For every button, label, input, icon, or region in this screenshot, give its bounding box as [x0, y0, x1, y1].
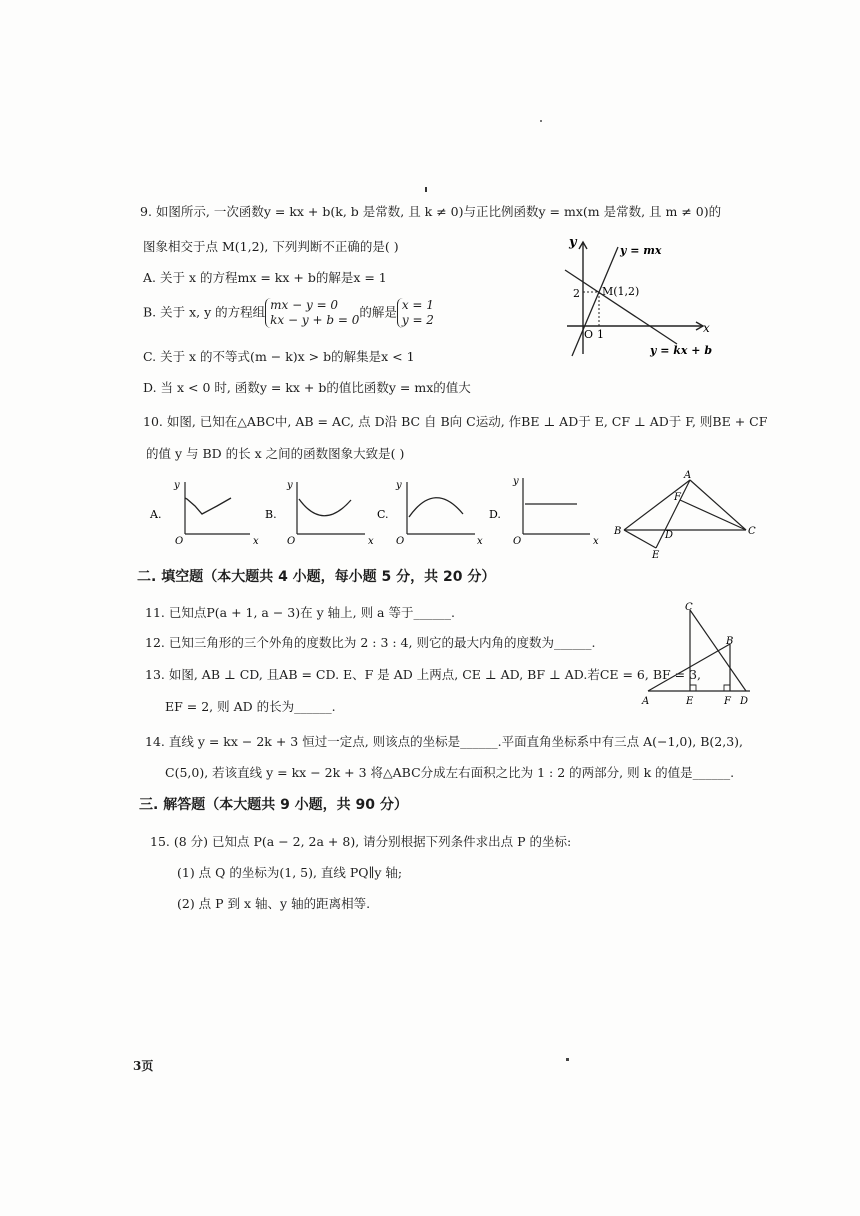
q10-tri-label-a: A: [684, 470, 692, 481]
q13-figure: [640, 598, 765, 710]
q9-option-b: [143, 298, 434, 328]
scan-speck: [566, 1058, 569, 1061]
section3-title: 三. 解答题（本大题共 9 小题，共 90 分）: [139, 797, 408, 813]
q10-option-a-y: y: [174, 480, 180, 491]
q9-fig-label-mx: y = mx: [620, 244, 662, 257]
q10-options-figure: [145, 472, 615, 552]
q10-option-a-x: x: [253, 536, 259, 547]
section2-title: 二. 填空题（本大题共 4 小题，每小题 5 分，共 20 分）: [137, 569, 496, 585]
q13-line1: 13. 如图, AB ⊥ CD, 且AB = CD. E、F 是 AD 上两点, CE ⊥ AD, BF ⊥ AD.若CE = 6, BF = 3,: [145, 667, 702, 682]
q10-tri-label-d: D: [665, 530, 674, 541]
q10-option-c-x: x: [477, 536, 483, 547]
page-number: 3页: [133, 1059, 154, 1073]
q10-option-d-label: D.: [489, 508, 501, 521]
q14-line2: C(5,0), 若该直线 y = kx − 2k + 3 将△ABC分成左右面积之比为 1 : 2 的两部分, 则 k 的值是______.: [165, 765, 735, 780]
q9-option-b-eq2: kx − y + b = 0: [270, 313, 360, 327]
q9-option-b-mid: 的解是: [359, 304, 397, 320]
q11: 11. 已知点P(a + 1, a − 3)在 y 轴上, 则 a 等于______.: [145, 605, 455, 620]
q9-option-a: A. 关于 x 的方程mx = kx + b的解是x = 1: [143, 270, 387, 285]
q10-stem-line1: 10. 如图, 已知在△ABC中, AB = AC, 点 D沿 BC 自 B向 C运动, 作BE ⊥ AD于 E, CF ⊥ AD于 F, 则BE + CF: [143, 414, 768, 429]
q9-option-d: D. 当 x < 0 时, 函数y = kx + b的值比函数y = mx的值大: [143, 380, 471, 395]
q13-line2: EF = 2, 则 AD 的长为______.: [165, 699, 336, 714]
q10-option-c-curve: [409, 498, 463, 517]
q10-tri-label-c: C: [748, 526, 756, 537]
q9-fig-line-mx: [572, 247, 618, 356]
q15-stem: 15. (8 分) 已知点 P(a − 2, 2a + 8), 请分别根据下列条件求出点 P 的坐标:: [150, 834, 572, 849]
q10-option-b-label: B.: [265, 508, 277, 521]
q15-part2: (2) 点 P 到 x 轴、y 轴的距离相等.: [177, 896, 371, 911]
q10-option-b-x: x: [368, 536, 374, 547]
scan-speck: [425, 187, 427, 192]
q10-option-b[interactable]: [265, 480, 374, 547]
q13-fig-label-c: C: [685, 602, 693, 613]
q9-option-b-system: [265, 298, 359, 328]
q15-part1: (1) 点 Q 的坐标为(1, 5), 直线 PQ∥y 轴;: [177, 865, 403, 880]
q10-option-b-y: y: [287, 480, 293, 491]
q9-stem-line2: 图象相交于点 M(1,2), 下列判断不正确的是( ): [143, 239, 399, 254]
q13-fig-label-b: B: [726, 636, 734, 647]
q10-stem-line2: 的值 y 与 BD 的长 x 之间的函数图象大致是( ): [146, 446, 405, 461]
q13-fig-label-a: A: [642, 696, 650, 707]
q9-fig-point-m: M(1,2): [602, 285, 640, 298]
q10-option-d[interactable]: [489, 476, 599, 547]
q10-option-d-origin: O: [513, 536, 522, 547]
q13-fig-label-f: F: [724, 696, 731, 707]
q10-triangle-figure: [612, 468, 760, 560]
q14-line1: 14. 直线 y = kx − 2k + 3 恒过一定点, 则该点的坐标是______.平面直角坐标系中有三点 A(−1,0), B(2,3),: [145, 734, 743, 749]
q9-fig-x-label: x: [703, 321, 710, 335]
q12: 12. 已知三角形的三个外角的度数比为 2 : 3 : 4, 则它的最大内角的度数为______.: [145, 635, 596, 650]
q10-option-a-origin: O: [175, 536, 184, 547]
q9-fig-y-label: y: [569, 235, 577, 250]
q10-option-c[interactable]: [377, 480, 483, 547]
q13-fig-label-d: D: [740, 696, 749, 707]
q10-option-b-curve: [299, 499, 351, 516]
q9-option-b-solution: [397, 298, 434, 328]
q10-option-a-label: A.: [150, 508, 162, 521]
q13-fig-label-e: E: [686, 696, 694, 707]
q10-option-a-curve: [185, 498, 231, 514]
q10-option-d-y: y: [513, 476, 519, 487]
q9-stem-line1: 9. 如图所示, 一次函数y = kx + b(k, b 是常数, 且 k ≠ 0)与正比例函数y = mx(m 是常数, 且 m ≠ 0)的: [140, 204, 722, 219]
q10-tri-label-f: F: [674, 492, 681, 503]
q10-option-b-origin: O: [287, 536, 296, 547]
q10-option-c-y: y: [396, 480, 402, 491]
q9-option-c: C. 关于 x 的不等式(m − k)x > b的解集是x < 1: [143, 349, 415, 364]
q9-fig-label-kxb: y = kx + b: [650, 344, 713, 357]
q10-tri-label-e: E: [652, 550, 660, 560]
q9-option-b-eq1: mx − y = 0: [270, 298, 339, 312]
q9-figure: [555, 232, 715, 362]
q10-option-c-origin: O: [396, 536, 405, 547]
q9-fig-tick-y: 2: [573, 287, 580, 300]
q10-option-d-x: x: [593, 536, 599, 547]
q10-option-c-label: C.: [377, 508, 389, 521]
q9-option-b-sol2: y = 2: [401, 313, 434, 327]
q9-fig-tick-x: 1: [597, 328, 604, 341]
q9-option-b-prefix: B. 关于 x, y 的方程组: [143, 304, 266, 320]
scan-speck: [540, 120, 542, 122]
q9-fig-origin: O: [584, 328, 594, 341]
q10-option-a[interactable]: [149, 480, 259, 547]
q10-tri-label-b: B: [614, 526, 622, 537]
q9-option-b-sol1: x = 1: [401, 298, 434, 312]
